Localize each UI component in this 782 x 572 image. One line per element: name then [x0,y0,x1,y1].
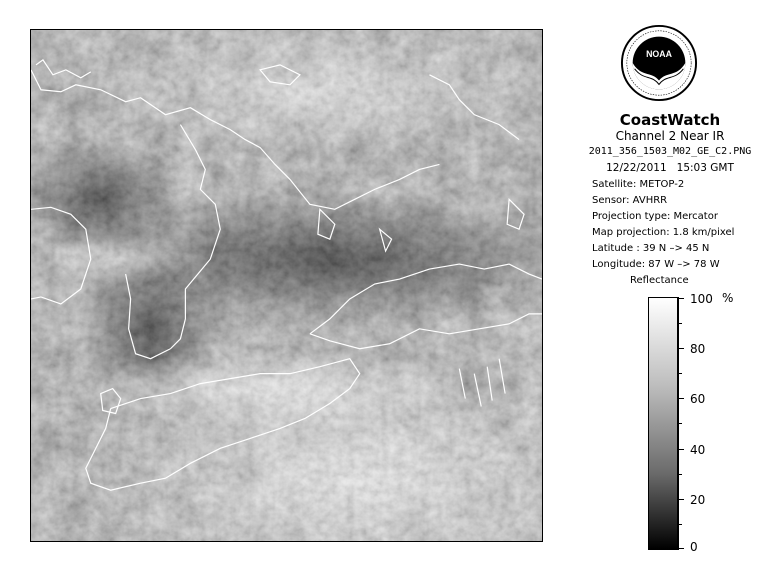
colorbar-tick-label: 100 [690,292,713,306]
colorbar-unit: % [722,291,734,305]
latitude-label: Latitude : 39 N –> 45 N [592,243,710,254]
colorbar-tick [679,548,684,549]
colorbar-tick [679,499,684,500]
projection-type-label: Projection type: Mercator [592,211,718,222]
longitude-label: Longitude: 87 W –> 78 W [592,259,720,270]
fine-texture [31,30,542,541]
satellite-image [30,29,543,542]
channel-subtitle: Channel 2 Near IR [615,129,725,143]
colorbar-tick-label: 20 [690,493,706,507]
map-projection-label: Map projection: 1.8 km/pixel [592,227,735,238]
colorbar-tick [679,298,684,299]
colorbar-tick-label: 80 [690,342,706,356]
colorbar-tick [679,348,684,349]
colorbar-minor-tick [679,474,682,475]
satellite-image-svg [31,30,542,541]
noaa-logo-svg [620,24,698,102]
colorbar-tick [679,449,684,450]
satellite-label: Satellite: METOP-2 [592,179,685,190]
colorbar-minor-tick [679,524,682,525]
image-filename: 2011_356_1503_M02_GE_C2.PNG [588,146,752,157]
colorbar-title: Reflectance [630,275,689,286]
colorbar-minor-tick [679,323,682,324]
colorbar-tick [679,398,684,399]
sensor-label: Sensor: AVHRR [592,195,668,206]
acquisition-datetime: 12/22/2011 15:03 GMT [606,162,734,174]
colorbar-minor-tick [679,373,682,374]
logo-text: NOAA [646,49,672,60]
colorbar-minor-tick [679,423,682,424]
noaa-logo [620,24,698,102]
colorbar-tick-label: 60 [690,392,706,406]
colorbar-tick-label: 0 [690,540,698,554]
product-title: CoastWatch [619,111,721,129]
reflectance-colorbar [648,297,678,550]
colorbar-tick-label: 40 [690,443,706,457]
